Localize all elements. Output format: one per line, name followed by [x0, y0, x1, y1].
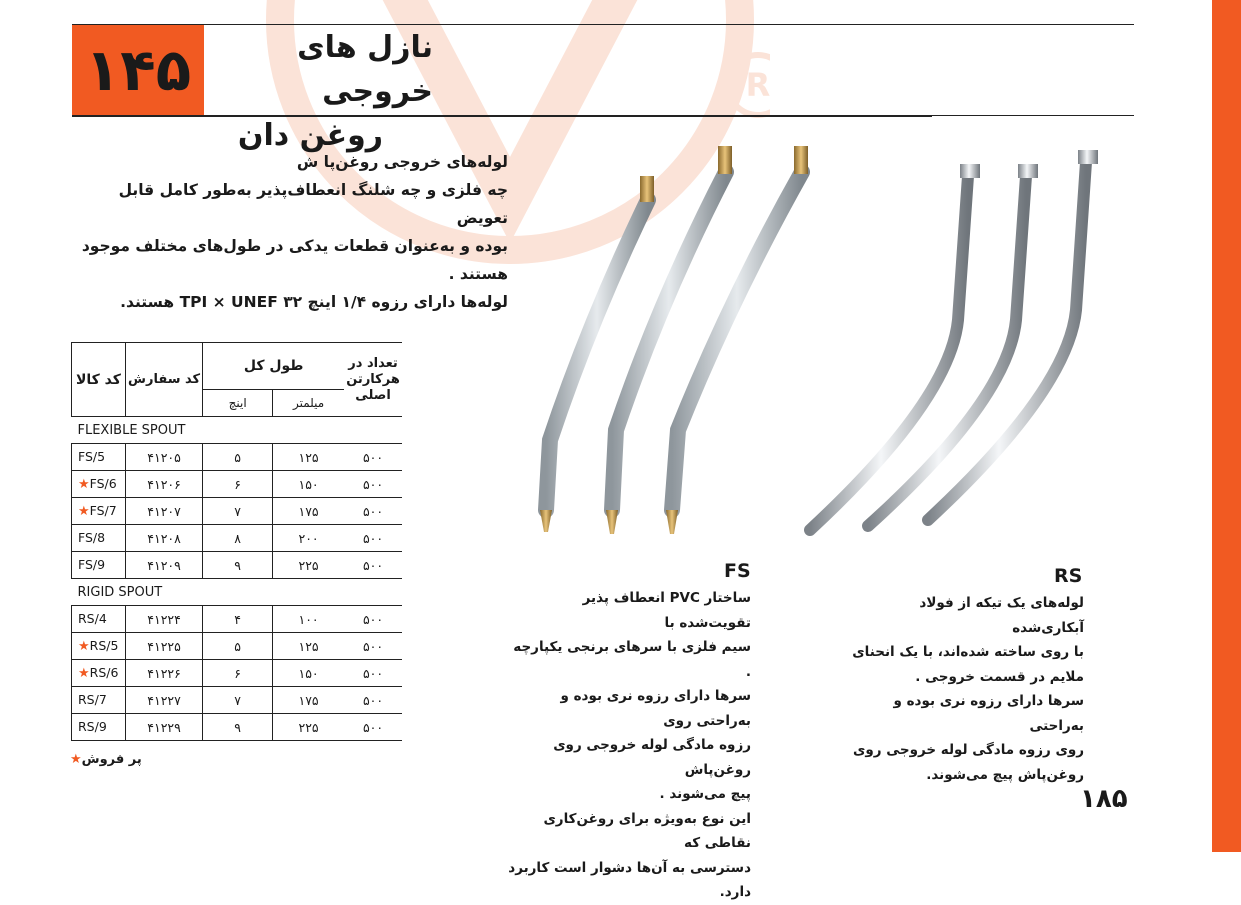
- table-group-row: [72, 417, 403, 444]
- intro-text: [80, 148, 508, 316]
- star-icon: ★: [70, 752, 82, 767]
- item-code: FS/7: [89, 503, 117, 518]
- table-row: [72, 444, 403, 471]
- star-icon: ★: [78, 639, 90, 654]
- fs-description: [508, 586, 751, 905]
- qty-cell: ۵۰۰: [344, 444, 402, 471]
- intro-line: بوده و به‌عنوان قطعات یدکی در طول‌های مختلف موجود: [81, 237, 508, 255]
- mm-cell: ۲۲۵: [273, 714, 345, 741]
- qty-cell: ۵۰۰: [344, 714, 402, 741]
- col-inch: اینچ: [203, 390, 273, 417]
- rs-line: سرها دارای رزوه نری بوده و به‌راحتی: [893, 693, 1084, 734]
- qty-cell: ۵۰۰: [344, 687, 402, 714]
- fs-line: رزوه مادگی لوله خروجی روی روغن‌پاش: [553, 737, 751, 778]
- table-row: [72, 471, 403, 498]
- mm-cell: ۲۲۵: [273, 552, 345, 579]
- mm-cell: ۱۰۰: [273, 606, 345, 633]
- table-row: [72, 633, 403, 660]
- mm-cell: ۱۲۵: [273, 633, 345, 660]
- item-code-cell: [72, 444, 126, 471]
- legend-text: پر فروش: [81, 752, 142, 767]
- group-name: RIGID SPOUT: [72, 579, 403, 606]
- fs-line: دسترسی به آن‌ها دشوار است کاربرد دارد.: [508, 859, 751, 900]
- rs-description: [852, 591, 1084, 787]
- intro-line: چه فلزی و چه شلنگ انعطاف‌پذیر به‌طور کامل قابل تعویض: [118, 181, 508, 227]
- item-code-cell: [72, 498, 126, 525]
- fs-line: ساختار PVC انعطاف پذیر تقویت‌شده با: [582, 590, 751, 631]
- star-icon: ★: [78, 666, 90, 681]
- order-code-cell: ۴۱۲۰۸: [125, 525, 202, 552]
- order-code-cell: ۴۱۲۰۶: [125, 471, 202, 498]
- inch-cell: ۵: [203, 633, 273, 660]
- qty-cell: ۵۰۰: [344, 660, 402, 687]
- qty-cell: ۵۰۰: [344, 471, 402, 498]
- group-name: FLEXIBLE SPOUT: [72, 417, 403, 444]
- star-icon: ★: [78, 504, 90, 519]
- spout-spec-table: [71, 342, 402, 741]
- order-code-cell: ۴۱۲۲۵: [125, 633, 202, 660]
- mm-cell: ۲۰۰: [273, 525, 345, 552]
- table-row: [72, 552, 403, 579]
- fs-line: این نوع به‌ویژه برای روغن‌کاری نقاطی که: [543, 810, 751, 851]
- side-accent-bar: [1212, 0, 1241, 852]
- order-code-cell: ۴۱۲۲۶: [125, 660, 202, 687]
- rs-line: ملایم در قسمت خروجی .: [915, 668, 1084, 685]
- item-code-cell: [72, 525, 126, 552]
- fs-line: سیم فلزی با سرهای برنجی یکپارچه .: [513, 639, 751, 680]
- best-seller-legend: [70, 752, 142, 767]
- item-code: RS/7: [78, 692, 107, 707]
- item-code: RS/4: [78, 611, 107, 626]
- inch-cell: ۶: [203, 660, 273, 687]
- table-row: [72, 606, 403, 633]
- table-row: [72, 525, 403, 552]
- svg-text:R: R: [745, 66, 770, 104]
- order-code-cell: ۴۱۲۰۵: [125, 444, 202, 471]
- fs-heading: FS: [724, 560, 751, 582]
- qty-cell: ۵۰۰: [344, 498, 402, 525]
- section-number-badge: ۱۴۵: [72, 25, 204, 115]
- item-code: FS/9: [78, 557, 106, 572]
- qty-cell: ۵۰۰: [344, 525, 402, 552]
- spouts-photo: [520, 140, 1140, 560]
- inch-cell: ۹: [203, 714, 273, 741]
- title-line-2: روغن دان: [237, 118, 383, 153]
- item-code: RS/5: [89, 638, 119, 653]
- fs-line: پیچ می‌شوند .: [659, 786, 751, 802]
- page-number: ۱۸۵: [1080, 784, 1128, 814]
- inch-cell: ۴: [203, 606, 273, 633]
- rs-line: لوله‌های یک تیکه از فولاد آبکاری‌شده: [919, 595, 1084, 636]
- table-row: [72, 687, 403, 714]
- mm-cell: ۱۵۰: [273, 660, 345, 687]
- item-code-cell: [72, 606, 126, 633]
- order-code-cell: ۴۱۲۲۷: [125, 687, 202, 714]
- col-order-code: کد سفارش: [125, 343, 202, 417]
- intro-line: هستند .: [448, 265, 508, 283]
- order-code-cell: ۴۱۲۰۹: [125, 552, 202, 579]
- qty-cell: ۵۰۰: [344, 606, 402, 633]
- item-code-cell: [72, 660, 126, 687]
- inch-cell: ۵: [203, 444, 273, 471]
- item-code-cell: [72, 471, 126, 498]
- star-icon: ★: [78, 477, 90, 492]
- intro-line: لوله‌های خروجی روغن‌پا ش: [296, 153, 508, 171]
- col-qty-per-carton: تعداد در هرکارتن اصلی: [344, 343, 402, 417]
- rs-line: روغن‌پاش پیچ می‌شوند.: [926, 766, 1084, 783]
- flexible-spout-3: [666, 146, 808, 534]
- rs-line: با روی ساخته شده‌اند، با یک انحنای: [852, 644, 1084, 660]
- table-row: [72, 660, 403, 687]
- inch-cell: ۷: [203, 687, 273, 714]
- item-code: FS/5: [78, 449, 106, 464]
- mm-cell: ۱۵۰: [273, 471, 345, 498]
- intro-line: لوله‌ها دارای رزوه ۱/۴ اینچ ۳۲ TPI × UNEF هستند.: [120, 293, 508, 311]
- item-code: FS/8: [78, 530, 106, 545]
- inch-cell: ۸: [203, 525, 273, 552]
- item-code: RS/9: [78, 719, 107, 734]
- order-code-cell: ۴۱۲۲۹: [125, 714, 202, 741]
- qty-cell: ۵۰۰: [344, 552, 402, 579]
- title-line-1: نازل های خروجی: [297, 30, 433, 109]
- item-code: FS/6: [89, 476, 117, 491]
- mm-cell: ۱۷۵: [273, 687, 345, 714]
- spec-table-body: [72, 417, 403, 741]
- item-code-cell: [72, 687, 126, 714]
- col-total-length: طول کل: [203, 343, 344, 390]
- order-code-cell: ۴۱۲۰۷: [125, 498, 202, 525]
- item-code-cell: [72, 714, 126, 741]
- header-top-rule: [72, 24, 1134, 25]
- inch-cell: ۹: [203, 552, 273, 579]
- mm-cell: ۱۲۵: [273, 444, 345, 471]
- qty-cell: ۵۰۰: [344, 633, 402, 660]
- mm-cell: ۱۷۵: [273, 498, 345, 525]
- inch-cell: ۶: [203, 471, 273, 498]
- table-group-row: [72, 579, 403, 606]
- page-title: [193, 26, 433, 158]
- item-code-cell: [72, 552, 126, 579]
- order-code-cell: ۴۱۲۲۴: [125, 606, 202, 633]
- item-code: RS/6: [89, 665, 119, 680]
- rs-heading: RS: [1054, 565, 1083, 587]
- col-mm: میلمتر: [273, 390, 345, 417]
- fs-line: سرها دارای رزوه نری بوده و به‌راحتی روی: [560, 688, 751, 729]
- table-row: [72, 714, 403, 741]
- col-item-code: کد کالا: [72, 343, 126, 417]
- rigid-spout-1: [810, 164, 980, 530]
- item-code-cell: [72, 633, 126, 660]
- rs-line: روی رزوه مادگی لوله خروجی روی: [852, 742, 1084, 758]
- inch-cell: ۷: [203, 498, 273, 525]
- table-row: [72, 498, 403, 525]
